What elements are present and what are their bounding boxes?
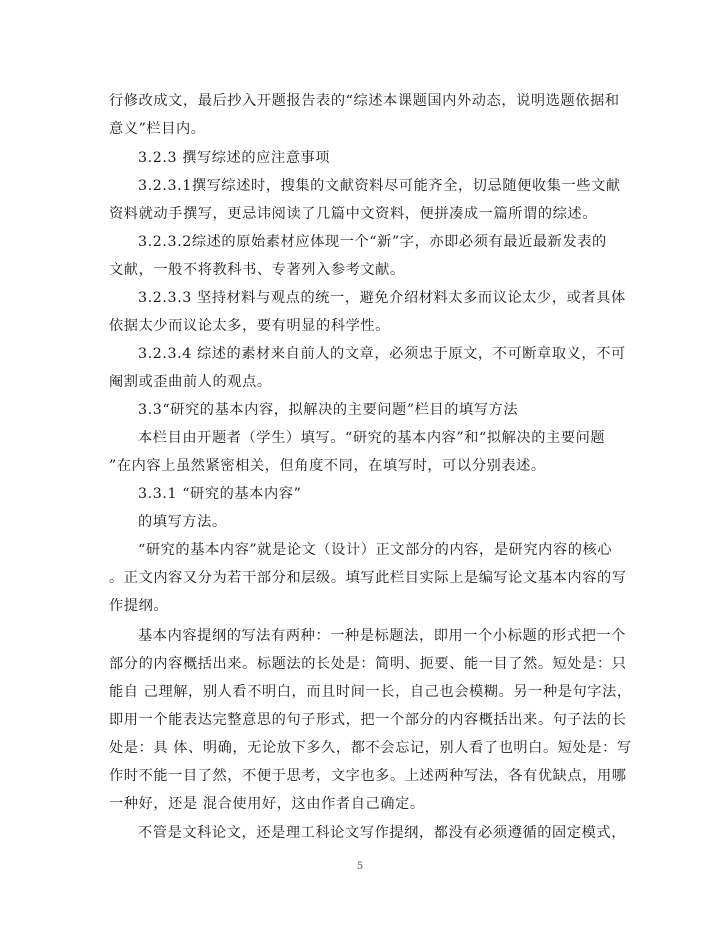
body-text-line: 作提纲。 <box>109 598 169 614</box>
body-text-line: 能自 己理解，别人看不明白，而且时间一长，自己也会模糊。另一种是句字法， <box>109 684 632 700</box>
section-heading: 3.3.1 “研究的基本内容” <box>138 486 302 502</box>
body-text-line: 本栏目由开题者（学生）填写。“研究的基本内容”和“拟解决的主要问题 <box>138 430 606 446</box>
body-text-line: 即用一个能表达完整意思的句子形式，把一个部分的内容概括出来。句子法的长 <box>109 712 627 728</box>
section-heading: 3.3“研究的基本内容，拟解决的主要问题”栏目的填写方法 <box>138 402 519 418</box>
body-text-line: 。正文内容又分为若干部分和层级。填写此栏目实际上是编写论文基本内容的写 <box>109 570 627 586</box>
body-text-line: 不管是文科论文，还是理工科论文写作提纲，都没有必须遵循的固定模式， <box>138 825 626 841</box>
body-text-line: 文献，一般不将教科书、专著列入参考文献。 <box>109 262 405 278</box>
body-text-line: 处是：具 体、明确，无论放下多久，都不会忘记，别人看了也明白。短处是：写 <box>109 740 632 756</box>
body-text-line: 3.2.3.3 坚持材料与观点的统一，避免介绍材料太多而议论太少，或者具体 <box>138 290 626 306</box>
body-text-line: 资料就动手撰写，更忌讳阅读了几篇中文资料，便拼凑成一篇所谓的综述。 <box>109 206 597 222</box>
body-text-line: 阉割或歪曲前人的观点。 <box>109 374 272 390</box>
page-number: 5 <box>356 861 364 872</box>
body-text-line: 意义”栏目内。 <box>109 121 206 137</box>
body-text-line: 3.2.3.2综述的原始素材应体现一个“新”字，亦即必须有最近最新发表的 <box>138 234 607 250</box>
body-text-line: 3.2.3.4 综述的素材来自前人的文章，必须忠于原文，不可断章取义，不可 <box>138 346 626 362</box>
body-text-line: 3.2.3.1撰写综述时，搜集的文献资料尽可能齐全，切忌随便收集一些文献 <box>138 178 621 194</box>
body-text-line: 作时不能一目了然，不便于思考，文字也多。上述两种写法，各有优缺点，用哪 <box>109 768 627 784</box>
body-text-line: 行修改成文，最后抄入开题报告表的“综述本课题国内外动态，说明选题依据和 <box>109 93 620 109</box>
body-text-line: 依据太少而议论太多，要有明显的科学性。 <box>109 318 390 334</box>
body-text-line: 部分的内容概括出来。标题法的长处是：简明、扼要、能一目了然。短处是：只 <box>109 656 627 672</box>
body-text-line: ”在内容上虽然紧密相关，但角度不同，在填写时，可以分别表述。 <box>109 458 546 474</box>
body-text-line: 一种好，还是 混合使用好，这由作者自己确定。 <box>109 796 425 812</box>
body-text-line: “研究的基本内容”就是论文（设计）正文部分的内容，是研究内容的核心 <box>138 542 613 558</box>
body-text-line: 的填写方法。 <box>138 514 227 530</box>
section-heading: 3.2.3 撰写综述的应注意事项 <box>138 150 331 166</box>
body-text-line: 基本内容提纲的写法有两种：一种是标题法，即用一个小标题的形式把一个 <box>138 628 626 644</box>
